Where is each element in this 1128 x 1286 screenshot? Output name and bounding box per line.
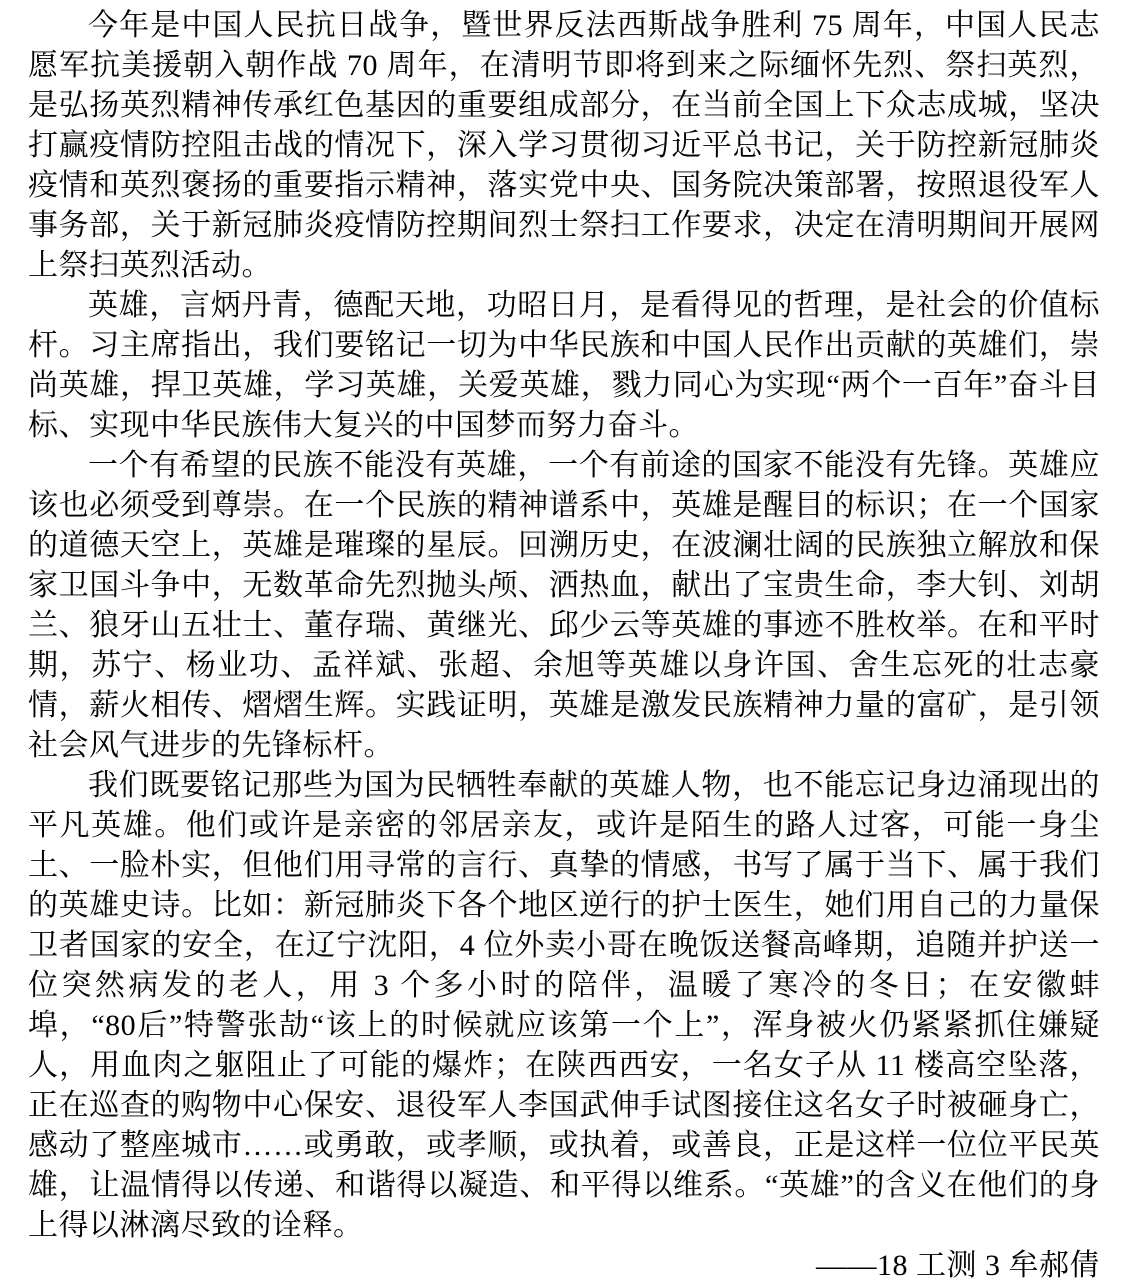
paragraph-hero-value: 英雄，言炳丹青，德配天地，功昭日月，是看得见的哲理，是社会的价值标杆。习主席指出，我们要铭记一切为中华民族和中国人民作出贡献的英雄们，崇尚英雄，捍卫英雄，学习英雄，关爱英雄，戮力同心为实现“两个一百年”奋斗目标、实现中华民族伟大复兴的中国梦而努力奋斗。: [28, 289, 1100, 442]
paragraph-nation-heroes: 一个有希望的民族不能没有英雄，一个有前途的国家不能没有先锋。英雄应该也必须受到尊崇。在一个民族的精神谱系中，英雄是醒目的标识；在一个国家的道德天空上，英雄是璀璨的星辰。回溯历史，在波澜壮阔的民族独立解放和保家卫国斗争中，无数革命先烈抛头颅、洒热血，献出了宝贵生命，李大钊、刘胡兰、狼牙山五壮士、董存瑞、黄继光、邱少云等英雄的事迹不胜枚举。在和平时期，苏宁、杨业功、孟祥斌、张超、余旭等英雄以身许国、舍生忘死的壮志豪情，薪火相传、熠熠生辉。实践证明，英雄是激发民族精神力量的富矿，是引领社会风气进步的先锋标杆。: [28, 449, 1100, 762]
paragraph-ordinary-heroes: 我们既要铭记那些为国为民牺牲奉献的英雄人物，也不能忘记身边涌现出的平凡英雄。他们或许是亲密的邻居亲友，或许是陌生的路人过客，可能一身尘土、一脸朴实，但他们用寻常的言行、真挚的情感，书写了属于当下、属于我们的英雄史诗。比如：新冠肺炎下各个地区逆行的护士医生，她们用自己的力量保卫者国家的安全，在辽宁沈阳，4 位外卖小哥在晚饭送餐高峰期，追随并护送一位突然病发的老人，用 3 个多小时的陪伴，温暖了寒冷的冬日；在安徽蚌埠，“80后”特警张劼“该上的时候就应该第一个上”，浑身被火仍紧紧抓住嫌疑人，用血肉之躯阻止了可能的爆炸；在陕西西安，一名女子从 11 楼高空坠落，正在巡查的购物中心保安、退役军人李国武伸手试图接住这名女子时被砸身亡，感动了整座城市……或勇敢，或孝顺，或执着，或善良，正是这样一位位平民英雄，让温情得以传递、和谐得以凝造、和平得以维系。“英雄”的含义在他们的身上得以淋漓尽致的诠释。: [28, 769, 1100, 1242]
paragraph-memorial-activity: 今年是中国人民抗日战争，暨世界反法西斯战争胜利 75 周年，中国人民志愿军抗美援朝入朝作战 70 周年，在清明节即将到来之际缅怀先烈、祭扫英烈，是弘扬英烈精神传承红色基因的重要组成部分，在当前全国上下众志成城，坚决打赢疫情防控阻击战的情况下，深入学习贯彻习近平总书记，关于防控新冠肺炎疫情和英烈褒扬的重要指示精神，落实党中央、国务院决策部署，按照退役军人事务部，关于新冠肺炎疫情防控期间烈士祭扫工作要求，决定在清明期间开展网上祭扫英烈活动。: [28, 9, 1100, 282]
signature-line: ——18 工测 3 牟郝倩: [816, 1249, 1100, 1282]
